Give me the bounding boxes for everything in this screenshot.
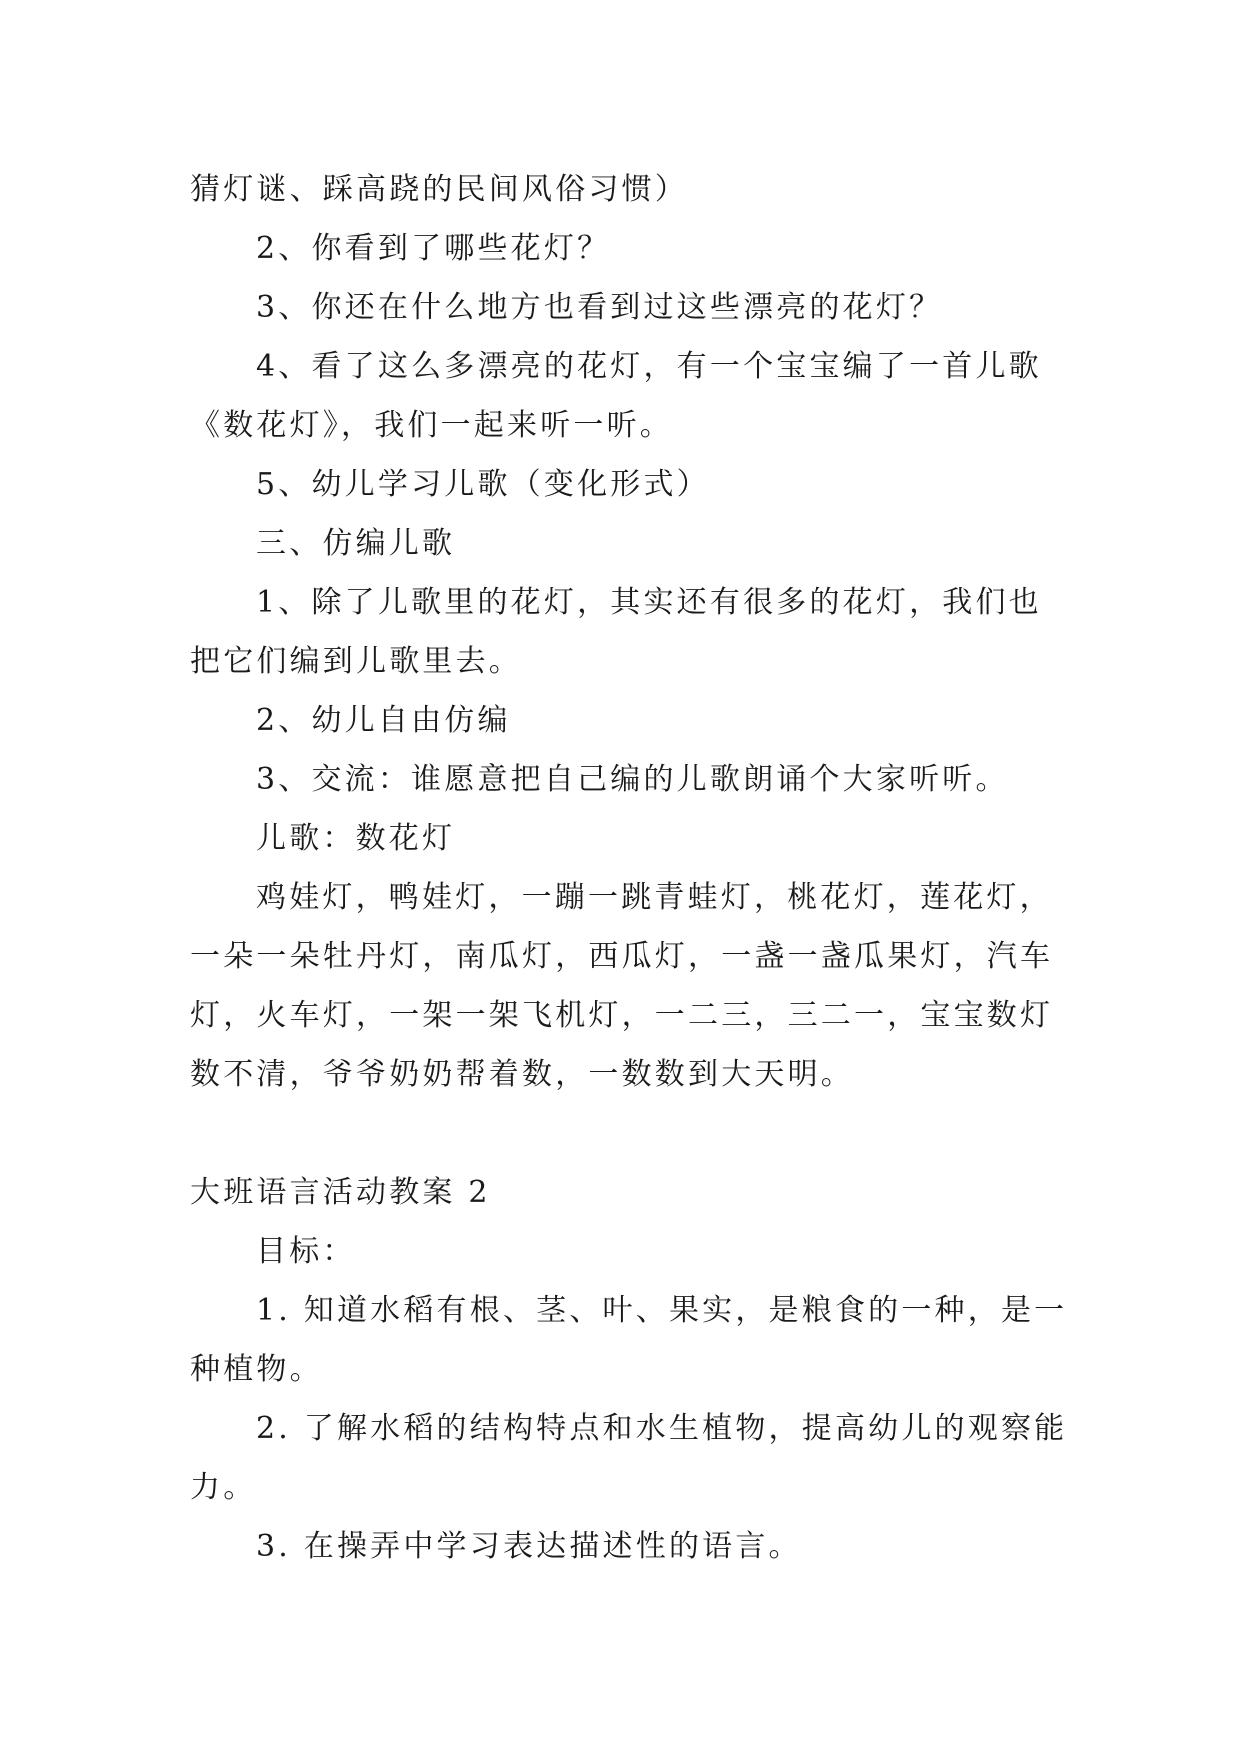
paragraph [190, 1399, 1068, 1517]
text-line: 猜灯谜、踩高跷的民间风俗习惯） [190, 172, 688, 207]
paragraph [190, 1281, 1068, 1399]
text-line: 《数花灯》，我们一起来听一听。 [190, 408, 673, 443]
text-line: 1、除了儿歌里的花灯，其实还有很多的花灯，我们也 [256, 585, 1042, 620]
text-line: 把它们编到儿歌里去。 [190, 644, 522, 679]
text-line: 5、幼儿学习儿歌（变化形式） [256, 467, 710, 502]
text-line: 目标： [256, 1234, 356, 1269]
text-line: 2、幼儿自由仿编 [256, 703, 511, 738]
text-line: 4、看了这么多漂亮的花灯，有一个宝宝编了一首儿歌 [256, 349, 1042, 384]
section-gap [190, 1104, 1060, 1163]
paragraph [190, 1222, 1060, 1281]
paragraph [190, 219, 1060, 278]
paragraph [190, 160, 1060, 219]
text-line: 力。 [190, 1470, 257, 1505]
text-line: 一朵一朵牡丹灯，南瓜灯，西瓜灯，一盏一盏瓜果灯，汽车 [190, 939, 1054, 974]
paragraph [190, 278, 1060, 337]
text-line: 2、你看到了哪些花灯？ [256, 231, 611, 266]
text-line: 1. 知道水稻有根、茎、叶、果实，是粮食的一种，是一 [256, 1293, 1068, 1328]
text-line: 数不清，爷爷奶奶帮着数，一数数到大天明。 [190, 1057, 854, 1092]
text-line: 鸡娃灯，鸭娃灯，一蹦一跳青蛙灯，桃花灯，莲花灯， [256, 880, 1053, 915]
paragraph [190, 1517, 1060, 1576]
text-line: 3. 在操弄中学习表达描述性的语言。 [256, 1529, 802, 1564]
paragraph [190, 514, 1060, 573]
paragraph [190, 337, 1060, 455]
paragraph [190, 868, 1060, 1104]
text-line: 3、交流：谁愿意把自己编的儿歌朗诵个大家听听。 [256, 762, 1009, 797]
paragraph [190, 750, 1060, 809]
text-line: 3、你还在什么地方也看到过这些漂亮的花灯？ [256, 290, 943, 325]
paragraph [190, 691, 1060, 750]
paragraph [190, 455, 1060, 514]
text-line: 大班语言活动教案 2 [190, 1175, 491, 1210]
paragraph [190, 573, 1060, 691]
paragraph [190, 809, 1060, 868]
document-body [190, 160, 1068, 1576]
text-line: 三、仿编儿歌 [256, 526, 456, 561]
text-line: 儿歌：数花灯 [256, 821, 456, 856]
paragraph [190, 1163, 1060, 1222]
text-line: 种植物。 [190, 1352, 323, 1387]
text-line: 2. 了解水稻的结构特点和水生植物，提高幼儿的观察能 [256, 1411, 1068, 1446]
text-line: 灯，火车灯，一架一架飞机灯，一二三，三二一，宝宝数灯 [190, 998, 1054, 1033]
